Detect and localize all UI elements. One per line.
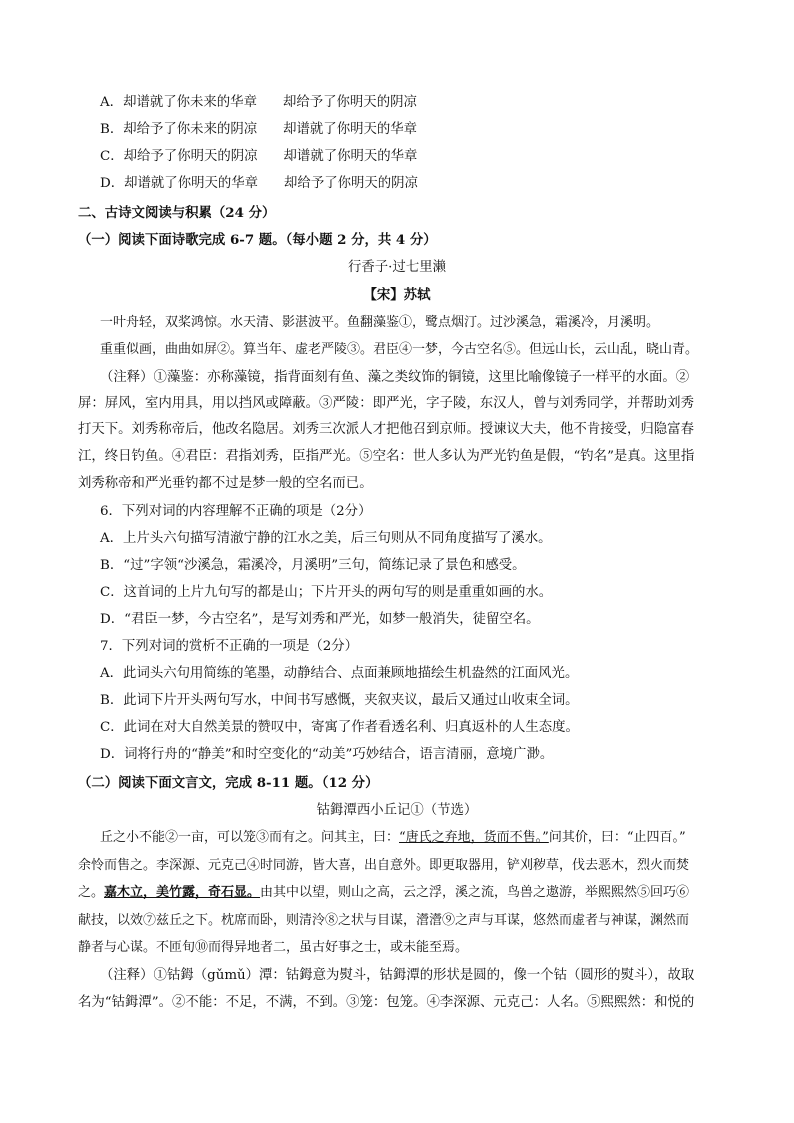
poem-note-line: 打天下。刘秀称帝后，他改名隐居。刘秀三次派人才把他召到京师。授谏议大夫，他不肯接受，归隐富春: [78, 422, 694, 437]
prose-text: 献技，以效⑦兹丘之下。枕席而卧，则清泠⑧之状与目谋，瀯瀯⑨之声与耳谋，悠然而虚者与神谋，渊然而: [78, 913, 690, 928]
option-text-1: 却给予了你明天的阴凉: [123, 149, 258, 164]
poem-note-line: 刘秀称帝和严光垂钓都不过是梦一般的空名而已。: [78, 476, 373, 491]
prose-note-line: 名为“钴鉧潭”。②不能：不足，不满，不到。③笼：包笼。④李深源、元克己：人名。⑤熙熙然：和悦的: [78, 995, 695, 1010]
q6-option-b: B．“过”字领“沙溪急，霜溪冷，月溪明”三句，简练记录了景色和感受。: [100, 558, 526, 573]
q5-option-c: [100, 147, 750, 167]
prose-title: 钴鉧潭西小丘记①（节选）: [316, 803, 478, 818]
q7-option-c: C．此词在对大自然美景的赞叹中，寄寓了作者看透名利、归真返朴的人生态度。: [100, 720, 579, 735]
poem-note-line: （注释）①藻鉴：亦称藻镜，指背面刻有鱼、藻之类纹饰的铜镜，这里比喻像镜子一样平的水面。②: [100, 370, 690, 385]
option-label: B．: [100, 122, 124, 137]
poem-note-line: 江，终日钓鱼。④君臣：君指刘秀，臣指严光。⑤空名：世人多认为严光钓鱼是假，“钓名”是真。这里指: [78, 449, 695, 464]
prose-note-line: （注释）①钴鉧（gǔmǔ）潭：钴鉧意为熨斗，钴鉧潭的形状是圆的，像一个钴（圆形的熨斗），故取: [100, 968, 695, 983]
q7-stem: 7．下列对词的赏析不正确的一项是（2分）: [100, 639, 359, 654]
prose-line: [78, 856, 728, 876]
q5-option-a: [100, 93, 750, 113]
prose-underlined: “唐氏之弃地，货而不售。”: [399, 830, 549, 845]
q6-option-c: C．这首词的上片九句写的都是山；下片开头的两句写的则是重重如画的水。: [100, 585, 553, 600]
part2-intro: （二）阅读下面文言文，完成 8-11 题。（12 分）: [78, 775, 379, 791]
prose-line: [100, 828, 750, 848]
q5-option-d: [100, 174, 750, 194]
prose-text: 之。: [78, 885, 105, 900]
poem-line-2: 重重似画，曲曲如屏②。算当年、虚老严陵③。君臣④一梦，今古空名⑤。但远山长，云山乱，晓山青。: [100, 342, 699, 357]
prose-text: 问其价，曰：“止四百。”: [548, 830, 686, 845]
prose-text: 余怜而售之。李深源、元克己④时同游，皆大喜，出自意外。即更取器用，铲刈秽草，伐去恶木，烈火而焚: [78, 858, 690, 873]
q7-option-d: D．词将行舟的“静美”和时空变化的“动美”巧妙结合，语言清丽，意境广渺。: [100, 747, 554, 762]
prose-text: 静者与心谋。不匝旬⑩而得异地者二，虽古好事之士，或未能至焉。: [78, 940, 469, 955]
poem-title: 行香子·过七里濑: [348, 260, 446, 275]
prose-text: 由其中以望，则山之高，云之浮，溪之流，鸟兽之遨游，举熙熙然⑤回巧⑥: [260, 885, 690, 900]
option-text-2: 却谱就了你明天的华章: [283, 149, 418, 164]
q5-option-b: [100, 120, 750, 140]
option-text-1: 却谱就了你明天的华章: [124, 176, 259, 191]
poem-note-line: 屏：屏风，室内用具，用以挡风或障蔽。③严陵：即严光，字子陵，东汉人，曾与刘秀同学，并帮助刘秀: [78, 396, 694, 411]
option-text-1: 却给予了你未来的阴凉: [123, 122, 258, 137]
prose-line: [78, 938, 728, 958]
option-label: A．: [100, 95, 124, 110]
section-heading: 二、古诗文阅读与积累（24 分）: [78, 205, 276, 221]
option-text-2: 却谱就了你明天的华章: [283, 122, 418, 137]
q7-option-b: B．此词下片开头两句写水，中间书写感慨，夹叙夹议，最后又通过山收束全词。: [100, 693, 579, 708]
option-label: D．: [100, 176, 125, 191]
option-label: C．: [100, 149, 124, 164]
prose-line: [78, 883, 728, 903]
prose-underlined: 嘉木立，美竹露，奇石显。: [104, 885, 261, 900]
prose-text: 丘之小不能②一亩，可以笼③而有之。问其主，曰：: [100, 830, 400, 845]
option-text-2: 却给予了你明天的阴凉: [282, 95, 417, 110]
poem-author: 【宋】苏轼: [363, 287, 431, 303]
q6-option-a: A．上片头六句描写清澈宁静的江水之美，后三句则从不同角度描写了溪水。: [100, 531, 552, 546]
q7-option-a: A．此词头六句用简练的笔墨，动静结合、点面兼顾地描绘生机盎然的江面风光。: [100, 666, 579, 681]
q6-option-d: D．“君臣一梦，今古空名”，是写刘秀和严光，如梦一般消失，徒留空名。: [100, 612, 540, 627]
poem-line-1: 一叶舟轻，双桨鸿惊。水天清、影湛波平。鱼翻藻鉴①，鹭点烟汀。过沙溪急，霜溪冷，月溪明。: [100, 315, 660, 330]
option-text-2: 却给予了你明天的阴凉: [284, 176, 418, 191]
part1-intro: （一）阅读下面诗歌完成 6-7 题。（每小题 2 分，共 4 分）: [78, 232, 437, 248]
q6-stem: 6．下列对词的内容理解不正确的项是（2分）: [100, 504, 372, 519]
prose-line: [78, 911, 728, 931]
option-text-1: 却谱就了你未来的华章: [123, 95, 257, 110]
